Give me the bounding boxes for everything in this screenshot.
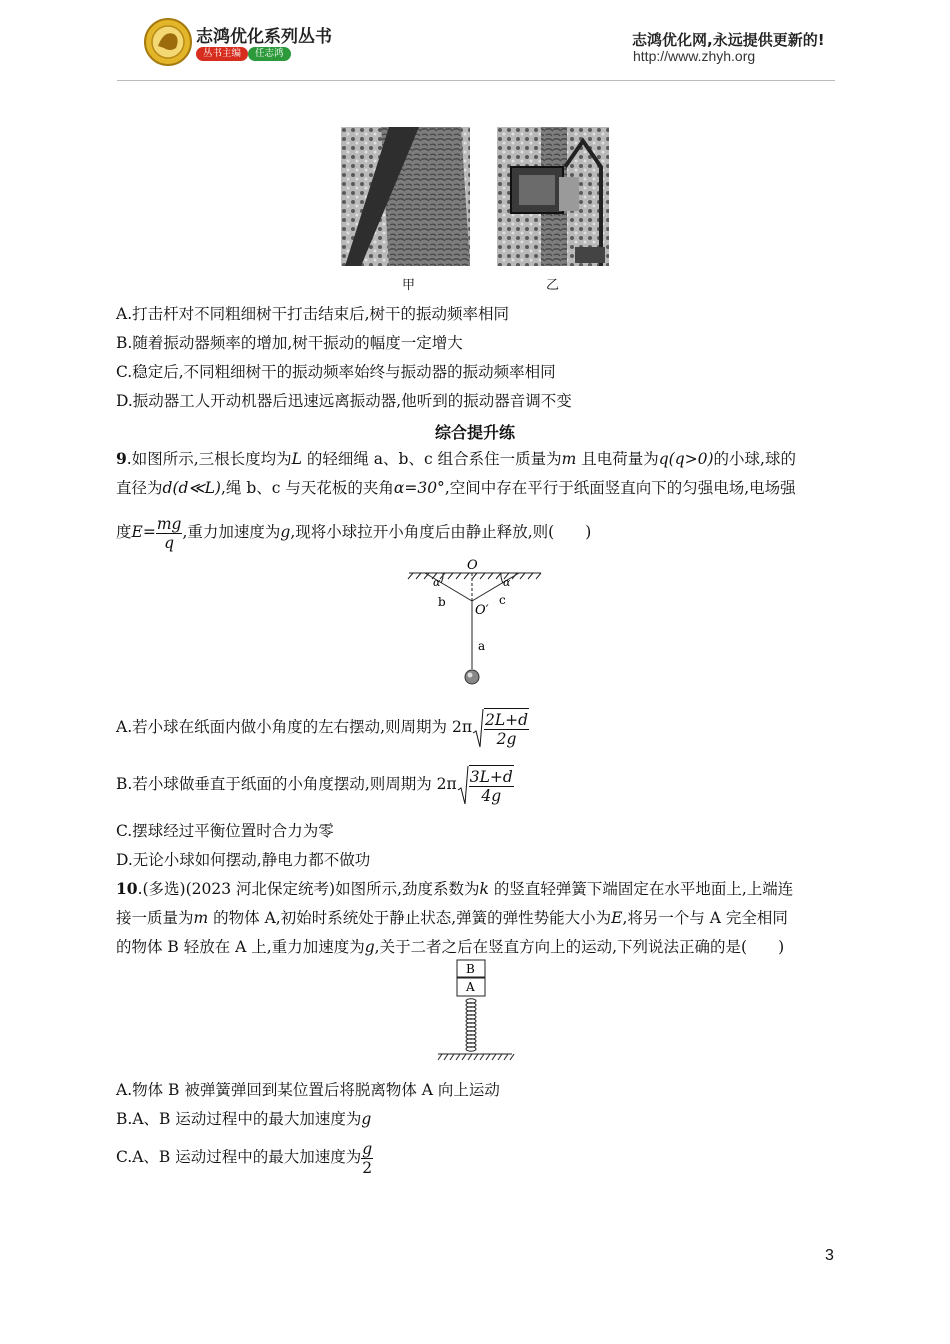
label-a: a: [478, 639, 486, 653]
spring-coil: [466, 999, 476, 1051]
q9-option-d: D.无论小球如何摆动,静电力都不做功: [116, 851, 371, 869]
tree-photo-right: [497, 127, 609, 266]
q9-option-b: B.若小球做垂直于纸面的小角度摆动,则周期为 2π $\frac{3L+d}{4g}$: [116, 761, 514, 808]
q10-line-3: 的物体 B 轻放在 A 上,重力加速度为g,关于二者之后在竖直方向上的运动,下列说法正确的是( ): [116, 938, 785, 956]
q8-option-a: A.打击杆对不同粗细树干打击结束后,树干的振动频率相同: [116, 305, 510, 323]
tree-photo-left: [341, 127, 470, 266]
sqrt-radical: [457, 762, 469, 808]
q8-option-d: D.振动器工人开动机器后迅速远离振动器,他听到的振动器音调不变: [116, 392, 572, 410]
label-alpha-left: α: [433, 576, 441, 589]
q9-number: 9: [116, 449, 127, 468]
label-alpha-right: α: [503, 576, 511, 589]
label-O-prime: O′: [475, 603, 489, 618]
editor-name: 任志鸿: [248, 47, 291, 61]
section-title: 综合提升练: [434, 423, 515, 442]
q8-option-b: B.随着振动器频率的增加,树干振动的幅度一定增大: [116, 334, 463, 352]
q10-line-1: 10.(多选)(2023 河北保定统考)如图所示,劲度系数为k 的竖直轻弹簧下端固定在水平地面上,上端连: [116, 879, 794, 898]
q10-option-c: C.A、B 运动过程中的最大加速度为 $\frac{g}{2}$: [116, 1139, 373, 1177]
q9-line-2: 直径为d(d≪L),绳 b、c 与天花板的夹角α=30°,空间中存在平行于纸面竖直向下的匀强电场,电场强: [116, 479, 796, 497]
q10-option-b: B.A、B 运动过程中的最大加速度为g: [116, 1110, 372, 1128]
series-title: 志鸿优化系列丛书: [196, 27, 332, 47]
q10-number: 10: [116, 879, 138, 898]
spring-diagram: [436, 958, 516, 1066]
label-c: c: [499, 593, 506, 607]
q9-line-1: 9.如图所示,三根长度均为L 的轻细绳 a、b、c 组合系住一质量为m 且电荷量为q(q>0)的小球,球的: [116, 449, 796, 468]
ground: [438, 1054, 514, 1060]
pendulum-diagram: [405, 556, 545, 688]
label-block-b: B: [466, 962, 475, 976]
photo-label-right: 乙: [546, 278, 560, 293]
q9-option-a: A.若小球在纸面内做小角度的左右摆动,则周期为 2π $\frac{2L+d}{2g}$: [116, 704, 529, 751]
q10-line-2: 接一质量为m 的物体 A,初始时系统处于静止状态,弹簧的弹性势能大小为E,将另一个与 A 完全相同: [116, 909, 788, 927]
header-slogan: 志鸿优化网,永远提供更新的!: [632, 31, 825, 49]
q9-option-c: C.摆球经过平衡位置时合力为零: [116, 822, 334, 840]
electric-field-fraction: $\frac{mg}{q}$: [156, 514, 182, 552]
label-b: b: [438, 595, 446, 609]
page-number: 3: [825, 1247, 834, 1264]
q8-option-c: C.稳定后,不同粗细树干的振动频率始终与振动器的振动频率相同: [116, 363, 556, 381]
photo-label-left: 甲: [402, 278, 416, 293]
label-block-a: A: [466, 980, 475, 994]
header-url[interactable]: http://www.zhyh.org: [633, 48, 756, 64]
label-O: O: [467, 558, 478, 573]
editor-label: 丛书主编: [196, 47, 248, 61]
q9-line-3: 度E= $\frac{mg}{q}$ ,重力加速度为g,现将小球拉开小角度后由静止释放,则( ): [116, 514, 592, 552]
logo-emblem-icon: [144, 18, 192, 66]
q10-option-a: A.物体 B 被弹簧弹回到某位置后将脱离物体 A 向上运动: [116, 1081, 500, 1099]
header-divider: [117, 80, 835, 81]
acceleration-fraction: $\frac{g}{2}$: [362, 1139, 373, 1177]
sqrt-radical: [472, 705, 484, 751]
